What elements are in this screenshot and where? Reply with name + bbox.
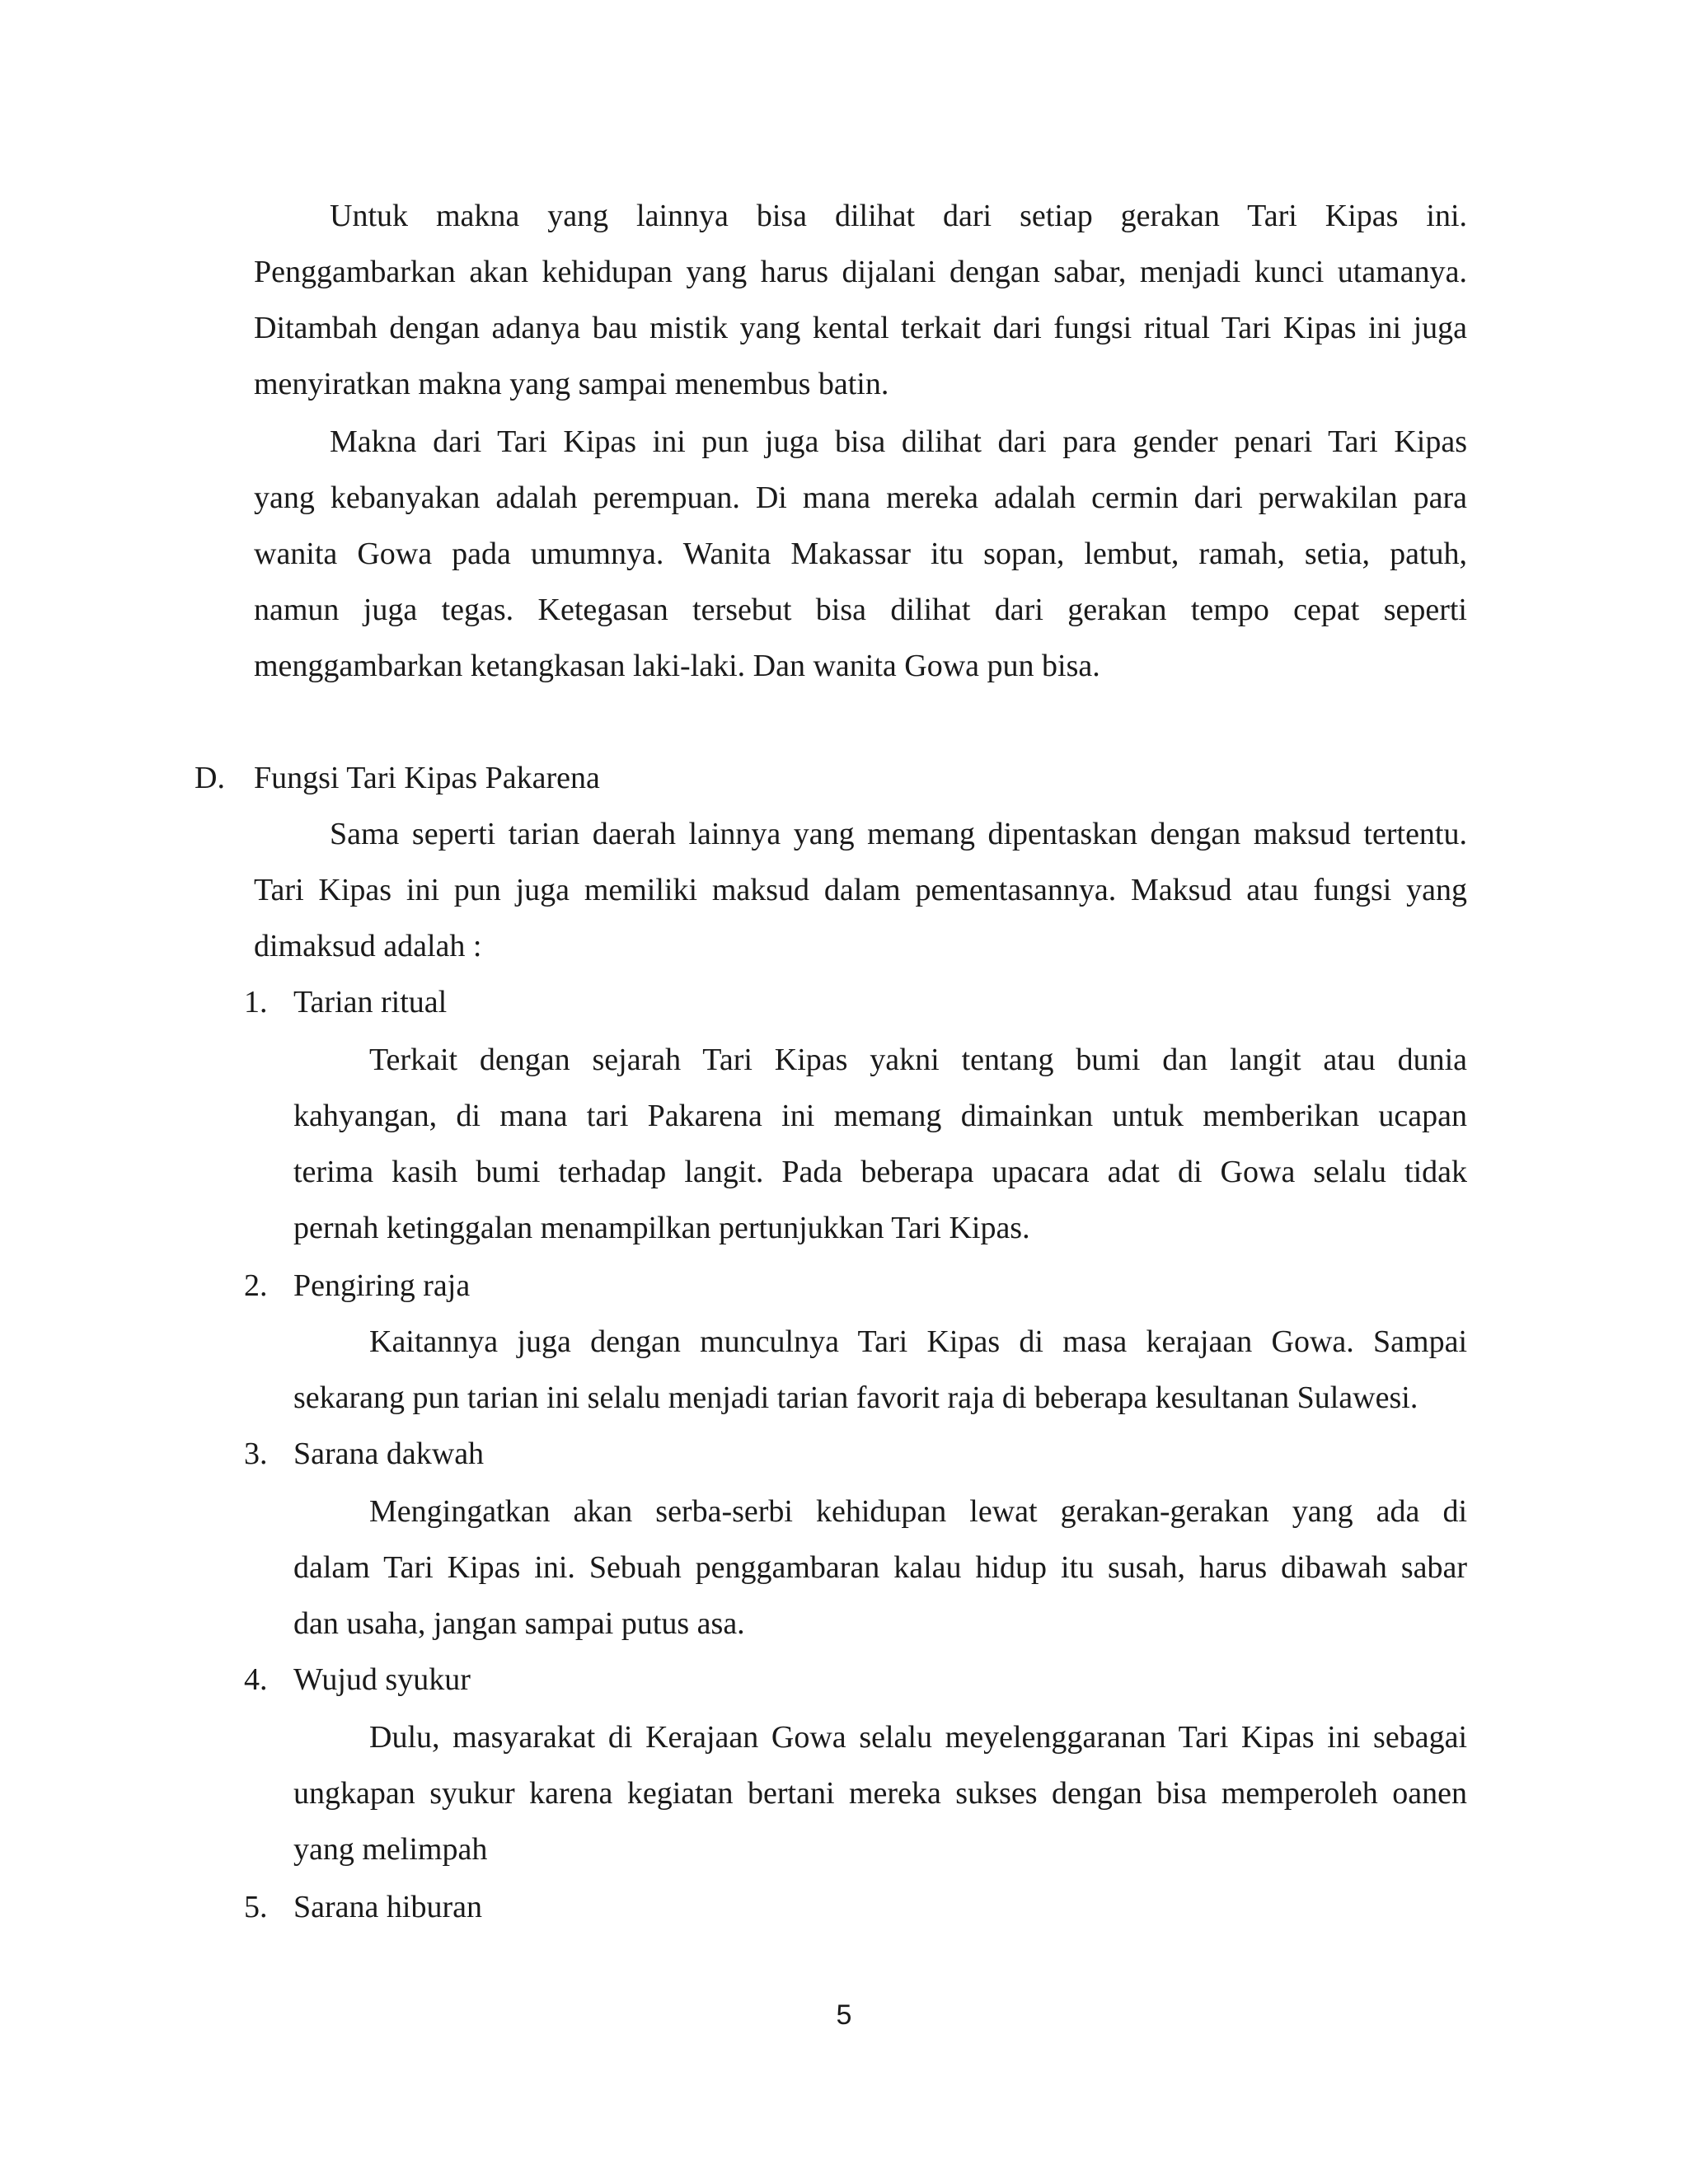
text-line: ungkapan syukur karena kegiatan bertani mereka sukses dengan bisa memperoleh oanen [293,1776,1467,1811]
text-line: yang kebanyakan adalah perempuan. Di mana mereka adalah cermin dari perwakilan para [254,480,1467,515]
text-line: Penggambarkan akan kehidupan yang harus dijalani dengan sabar, menjadi kunci utamanya. [254,255,1467,289]
list-item-title: Sarana dakwah [293,1436,485,1471]
text-line: dalam Tari Kipas ini. Sebuah penggambaran kalau hidup itu susah, harus dibawah sabar [293,1550,1467,1585]
list-number: 4. [244,1662,268,1697]
list-item-title: Wujud syukur [293,1662,471,1697]
page-number: 5 [836,1999,852,2031]
text-line: Makna dari Tari Kipas ini pun juga bisa dilihat dari para gender penari Tari Kipas [330,424,1467,459]
text-line: namun juga tegas. Ketegasan tersebut bisa dilihat dari gerakan tempo cepat seperti [254,593,1467,627]
list-number: 3. [244,1436,268,1471]
text-line: wanita Gowa pada umumnya. Wanita Makassar itu sopan, lembut, ramah, setia, patuh, [254,537,1467,571]
text-line: Mengingatkan akan serba-serbi kehidupan lewat gerakan-gerakan yang ada di [369,1494,1467,1529]
text-line: Tari Kipas ini pun juga memiliki maksud dalam pementasannya. Maksud atau fungsi yang [254,873,1467,907]
list-item-title: Sarana hiburan [293,1890,482,1924]
list-number: 5. [244,1890,268,1924]
list-item-title: Pengiring raja [293,1268,471,1303]
text-line: yang melimpah [293,1832,488,1867]
text-line: Dulu, masyarakat di Kerajaan Gowa selalu meyelenggaranan Tari Kipas ini sebagai [369,1720,1467,1755]
text-line: Untuk makna yang lainnya bisa dilihat dari setiap gerakan Tari Kipas ini. [330,199,1467,233]
text-line: menggambarkan ketangkasan laki-laki. Dan wanita Gowa pun bisa. [254,649,1100,683]
list-item-title: Tarian ritual [293,985,448,1019]
text-line: sekarang pun tarian ini selalu menjadi tarian favorit raja di beberapa kesultanan Sulawesi. [293,1380,1418,1415]
list-number: 1. [244,985,268,1019]
text-line: dimaksud adalah : [254,929,482,963]
text-line: kahyangan, di mana tari Pakarena ini memang dimainkan untuk memberikan ucapan [293,1099,1467,1133]
text-line: Terkait dengan sejarah Tari Kipas yakni tentang bumi dan langit atau dunia [369,1043,1467,1077]
list-number: 2. [244,1268,268,1303]
text-line: pernah ketinggalan menampilkan pertunjukkan Tari Kipas. [293,1211,1030,1245]
text-line: terima kasih bumi terhadap langit. Pada beberapa upacara adat di Gowa selalu tidak [293,1155,1467,1189]
section-letter: D. [195,761,225,795]
text-line: Ditambah dengan adanya bau mistik yang kental terkait dari fungsi ritual Tari Kipas ini juga [254,311,1467,345]
text-line: menyiratkan makna yang sampai menembus batin. [254,367,889,401]
text-line: Kaitannya juga dengan munculnya Tari Kipas di masa kerajaan Gowa. Sampai [369,1324,1467,1359]
text-line: Sama seperti tarian daerah lainnya yang memang dipentaskan dengan maksud tertentu. [330,817,1467,851]
section-title: Fungsi Tari Kipas Pakarena [254,761,600,795]
text-line: dan usaha, jangan sampai putus asa. [293,1606,745,1641]
